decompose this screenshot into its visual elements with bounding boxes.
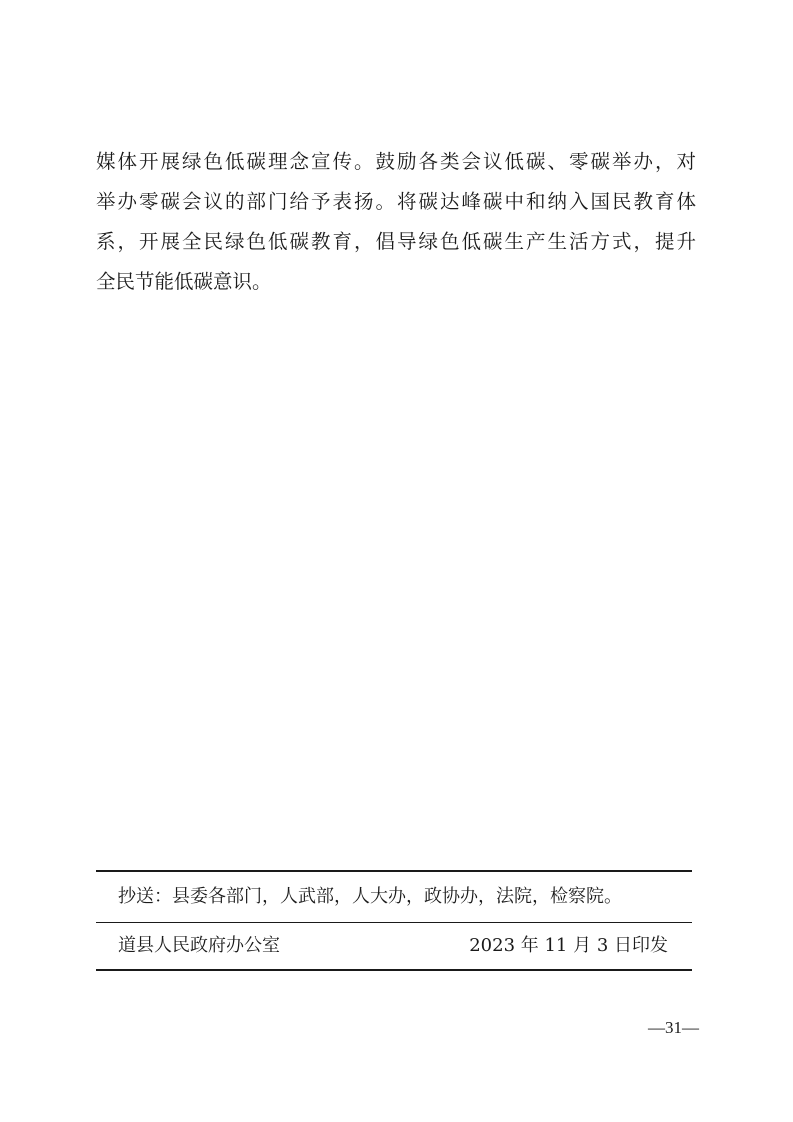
body-line: 全民节能低碳意识。 [96, 270, 272, 293]
cc-recipients: 县委各部门，人武部，人大办，政协办，法院，检察院。 [172, 886, 622, 907]
document-footer [96, 870, 692, 971]
cc-row [96, 872, 692, 922]
body-line: 举办零碳会议的部门给予表扬。将碳达峰碳中和纳入国民教育体 [96, 190, 696, 213]
issue-date: 2023 年 11 月 3 日印发 [469, 935, 668, 956]
cc-label: 抄送： [118, 886, 172, 907]
body-paragraph [96, 142, 696, 302]
issuer: 道县人民政府办公室 [118, 935, 280, 956]
body-line: 媒体开展绿色低碳理念宣传。鼓励各类会议低碳、零碳举办，对 [96, 150, 696, 173]
footer-bottom-rule [96, 969, 692, 971]
issue-row [96, 923, 692, 969]
body-line: 系，开展全民绿色低碳教育，倡导绿色低碳生产生活方式，提升 [96, 230, 696, 253]
page-number: —31— [648, 1018, 699, 1037]
